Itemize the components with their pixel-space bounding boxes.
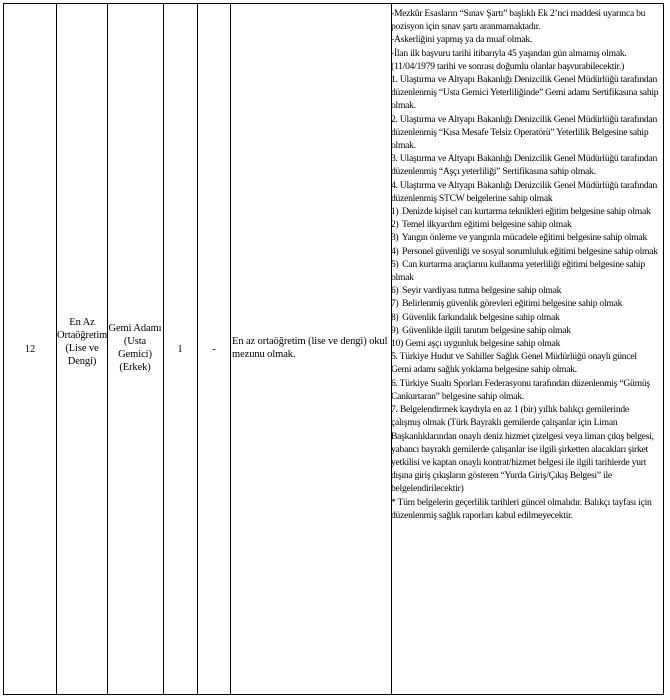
stcw-item-text: Temel ilkyardım eğitimi belgesine sahip olmak — [401, 219, 572, 231]
education-level-cell — [57, 316, 107, 368]
requirement-item: 7. Belgelendirmek kaydıyla en az 1 (bir) yıllık balıkçı gemilerinde çalışmış olmak (Türk Bayraklı gemilerde çalışanlar için Liman Başkanlıklarından onaylı deniz hizmet çizelgesi veya liman çıkış belgesi, yabancı bayraklı gemilerde çalışanlar ise ilgili şirketten alacakları şirket yetkilisi ve kaptan onaylı kontrat/hizmet belgesi ile ilgili tarihlerde yurt dışına giriş çıkışların gösteren “Yurda Giriş/Çıkış Belgesi” ile belgelendirilecektir) — [391, 404, 654, 495]
requirement-item: -Mezkûr Esasların “Sınav Şartı” başlıklı Ek 2’nci maddesi uyarınca bu pozisyon için sınav şartı aranmamaktadır. — [391, 8, 646, 33]
position-count: 1 — [177, 344, 183, 355]
stcw-item — [391, 218, 659, 231]
stcw-item-text: Belirlenmiş güvenlik görevleri eğitimi belgesine sahip olmak — [402, 298, 623, 310]
stcw-item — [391, 231, 659, 244]
stcw-item-number: 3) — [391, 232, 399, 244]
stcw-item-number: 2) — [391, 219, 399, 231]
position-line: (Usta Gemici) — [118, 336, 152, 360]
stcw-item-number: 5) — [391, 258, 399, 270]
requirement-item: 5. Türkiye Hudut ve Sahiller Sağlık Genel Müdürlüğü onaylı güncel Gemi adamı sağlık yoklama belgesine sahip olmak. — [391, 351, 637, 376]
requirement-item: -İlan ilk başvuru tarihi itibarıyla 45 yaşından gün almamış olmak. (11/04/1979 tarihi ve sonrası doğumlu olanlar başvurabilecektir.) — [391, 47, 627, 72]
requirement-item: 1. Ulaştırma ve Altyapı Bakanlığı Denizcilik Genel Müdürlüğü tarafından düzenlenmiş “Usta Gemici Yeterliliğinde” Gemi adamı Sertifikasına sahip olmak. — [391, 74, 659, 112]
stcw-item-number: 10) — [391, 338, 404, 350]
requirement-item: 6. Türkiye Sualtı Sporları Federasyonu tarafından düzenlenmiş “Gümüş Cankurtaran” belgesine sahip olmak. — [391, 377, 650, 402]
requirement-item: -Askerliğini yapmış ya da muaf olmak. — [391, 34, 533, 46]
requirements-list — [391, 7, 659, 522]
stcw-item — [391, 324, 659, 337]
position-line: (Erkek) — [119, 362, 151, 373]
extra-marker: - — [212, 344, 216, 355]
stcw-item-text: Can kurtarma araçlarını kullanma yeterliliği eğitimi belgesine sahip olmak — [391, 258, 645, 284]
requirement-item: 4. Ulaştırma ve Altyapı Bakanlığı Denizcilik Genel Müdürlüğü tarafından düzenlenmiş STCW belgelerine sahip olmak — [391, 179, 657, 204]
stcw-item-text: Denizde kişisel can kurtarma teknikleri eğitim belgesine sahip olmak — [402, 206, 651, 218]
stcw-item-text: Personel güvenliği ve sosyal sorumluluk eğitimi belgesine sahip olmak — [402, 245, 658, 257]
stcw-item-number: 8) — [391, 311, 399, 323]
requirement-item: 2. Ulaştırma ve Altyapı Bakanlığı Denizcilik Genel Müdürlüğü tarafından düzenlenmiş “Kısa Mesafe Telsiz Operatörü” Yeterlilik Belgesine sahip olmak. — [391, 113, 657, 152]
requirement-note: * Tüm belgelerin geçerlilik tarihleri güncel olmalıdır. Balıkçı tayfası için düzenlenmiş sağlık raporları kabul edilmeyecektir. — [391, 496, 652, 521]
stcw-item — [391, 337, 659, 350]
stcw-item-number: 4) — [391, 245, 399, 257]
stcw-item-text: Güvenlikle ilgili tanıtım belgesine sahip olmak — [402, 324, 571, 336]
education-requirement: En az ortaöğretim (lise ve dengi) okul mezunu olmak. — [232, 336, 388, 360]
education-line: Dengi) — [67, 356, 97, 367]
stcw-item-text: Güvenlik farkındalık belgesine sahip olmak — [402, 311, 560, 323]
stcw-item — [391, 297, 659, 310]
position-line: Gemi Adamı — [108, 323, 162, 334]
stcw-item-text: Yangın önleme ve yangınla mücadele eğitimi belgesine sahip olmak — [401, 232, 647, 244]
education-line: En Az — [69, 317, 95, 328]
stcw-item-number: 7) — [391, 298, 399, 310]
position-cell — [107, 322, 163, 374]
stcw-item-number: 6) — [391, 285, 399, 297]
stcw-item-number: 1) — [391, 206, 399, 218]
stcw-item-text: Seyir vardiyası tutma belgesine sahip olmak — [402, 285, 562, 297]
stcw-item — [391, 311, 659, 324]
stcw-item — [391, 258, 659, 284]
stcw-item — [391, 284, 659, 297]
stcw-item-number: 9) — [391, 324, 399, 336]
education-line: Ortaöğretim — [57, 330, 108, 341]
requirement-item: 3. Ulaştırma ve Altyapı Bakanlığı Denizcilik Genel Müdürlüğü tarafından düzenlenmiş “Aşçı yeterliliği” Sertifikasına sahip olmak. — [391, 153, 657, 178]
stcw-item-text: Gemi aşçı uygunluk belgesine sahip olmak — [405, 338, 561, 350]
education-line: (Lise ve — [65, 343, 99, 354]
stcw-item — [391, 245, 659, 258]
row-number: 12 — [24, 344, 36, 355]
stcw-item — [391, 205, 659, 218]
